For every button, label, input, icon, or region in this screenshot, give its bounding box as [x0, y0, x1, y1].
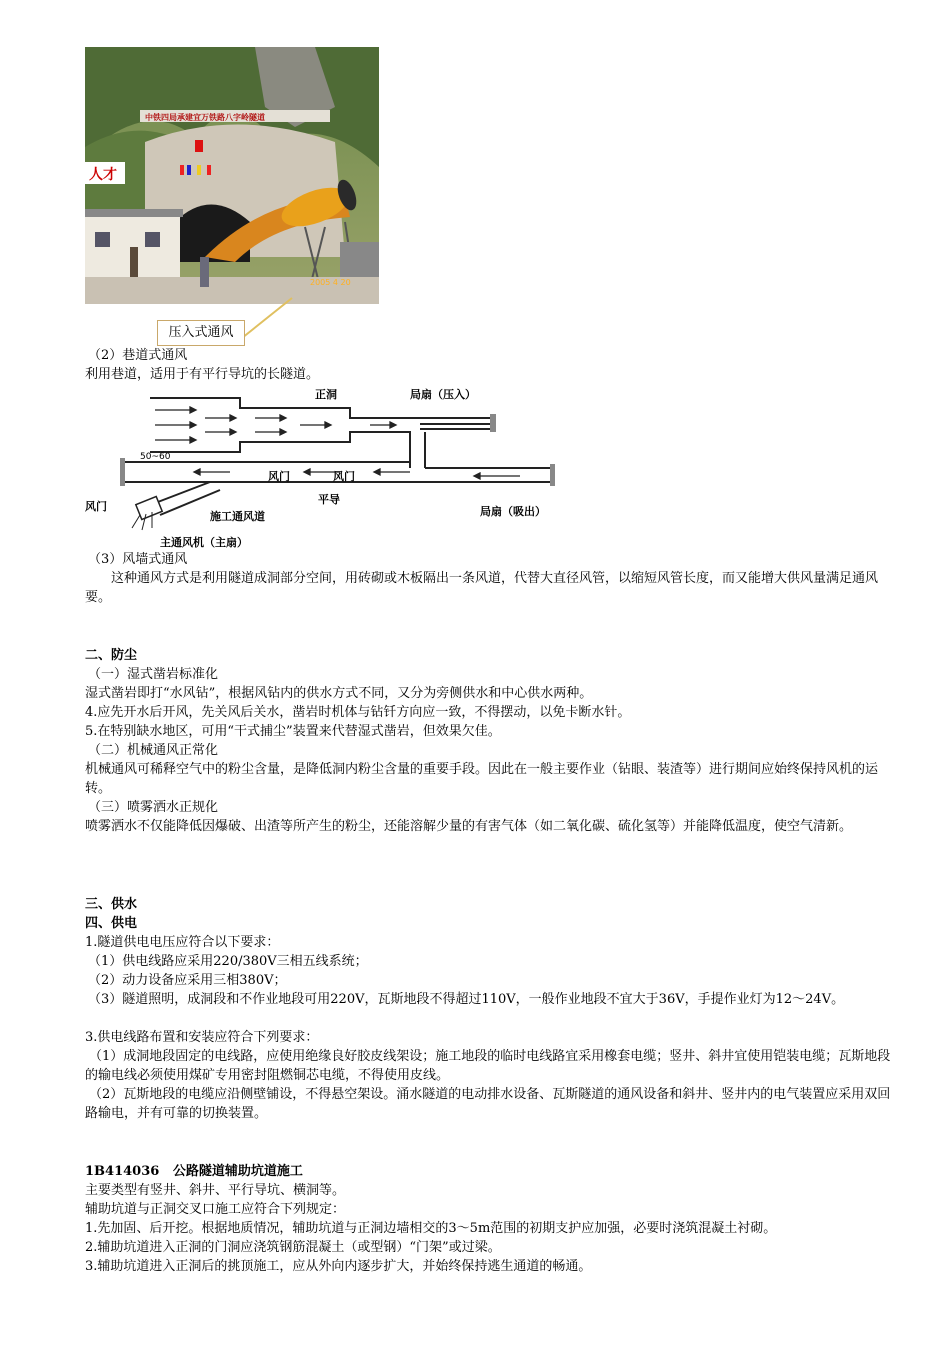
- aux-p3: 1.先加固、后开挖。根据地质情况，辅助坑道与正洞边墙相交的3～5m范围的初期支护应加强，必要时浇筑混凝土衬砌。: [85, 1221, 777, 1236]
- dust-p4: 机械通风可稀释空气中的粉尘含量，是降低洞内粉尘含量的重要手段。因此在一般主要作业（钻眼、装渣等）进行期间应始终保持风机的运转。: [85, 762, 879, 796]
- label-fan-press: 局扇（压入）: [410, 388, 476, 401]
- power-p2: （1）供电线路应采用220/380V三相五线系统；: [88, 954, 368, 969]
- wall-ventilation-heading: （3）风墙式通风: [88, 552, 188, 567]
- label-wind-door-left: 风门: [85, 500, 107, 513]
- aux-p5: 3.辅助坑道进入正洞后的挑顶施工，应从外向内逐步扩大，并始终保持逃生通道的畅通。: [85, 1259, 592, 1274]
- label-wind-door-2: 风门: [333, 470, 355, 483]
- dust-sub1: （一）湿式凿岩标准化: [88, 667, 219, 682]
- callout-pointer: [240, 296, 300, 341]
- aux-heading: [85, 1162, 303, 1181]
- power-p4: （3）隧道照明，成洞段和不作业地段可用220V，瓦斯地段不得超过110V，一般作业地段不宜大于36V，手提作业灯为12～24V。: [88, 992, 845, 1007]
- dust-p5: 喷雾洒水不仅能降低因爆破、出渣等所产生的粉尘，还能溶解少量的有害气体（如二氧化碳、硫化氢等）并能降低温度，使空气清新。: [85, 819, 853, 834]
- tunnel-ventilation-desc: 利用巷道，适用于有平行导坑的长隧道。: [85, 367, 320, 382]
- tunnel-ventilation-heading: （2）巷道式通风: [88, 348, 188, 363]
- roadway-ventilation-diagram: [80, 380, 560, 555]
- aux-p2: 辅助坑道与正洞交叉口施工应符合下列规定：: [85, 1202, 346, 1217]
- dust-p2: 4.应先开水后开风，先关风后关水，凿岩时机体与钻钎方向应一致，不得摆动，以免卡断水针。: [85, 705, 631, 720]
- label-fan-exhaust: 局扇（吸出）: [480, 505, 546, 518]
- dust-p1: 湿式凿岩即打“水风钻”，根据风钻内的供水方式不同，又分为旁侧供水和中心供水两种。: [85, 686, 593, 701]
- power-p1: 1.隧道供电电压应符合以下要求：: [85, 935, 280, 950]
- water-heading: 三、供水: [85, 897, 138, 912]
- portal-banner-text: 中铁四局承建宜万铁路八字岭隧道: [145, 113, 265, 122]
- wall-ventilation-desc: 这种通风方式是利用隧道成洞部分空间，用砖砌或木板隔出一条风道，代替大直径风管，以缩短风管长度，而又能增大供风量满足通风要。: [85, 571, 879, 605]
- aux-p4: 2.辅助坑道进入正洞的门洞应浇筑钢筋混凝土（或型钢）“门架”或过梁。: [85, 1240, 501, 1255]
- label-wind-door-1: 风门: [268, 470, 290, 483]
- label-main-tunnel: 正洞: [315, 388, 337, 401]
- dust-heading: 二、防尘: [85, 648, 138, 663]
- power-p5: 3.供电线路布置和安装应符合下列要求：: [85, 1030, 319, 1045]
- label-distance: 50~60: [140, 452, 171, 462]
- aux-heading-code: 1B414036: [85, 1164, 160, 1179]
- dust-sub2: （二）机械通风正常化: [88, 743, 219, 758]
- power-p7: （2）瓦斯地段的电缆应沿侧壁铺设，不得悬空架设。涌水隧道的电动排水设备、瓦斯隧道的通风设备和斜井、竖井内的电气装置应采用双回路输电，并有可靠的切换装置。: [85, 1087, 891, 1121]
- aux-p1: 主要类型有竖井、斜井、平行导坑、横洞等。: [85, 1183, 346, 1198]
- power-p3: （2）动力设备应采用三相380V；: [88, 973, 287, 988]
- label-construction-duct: 施工通风道: [210, 510, 265, 523]
- callout-label: 压入式通风: [157, 320, 245, 346]
- label-parallel-heading: 平导: [318, 493, 340, 506]
- date-stamp: 2005 4 20: [310, 278, 351, 287]
- sign-text: 人才: [89, 167, 117, 183]
- power-heading: 四、供电: [85, 916, 138, 931]
- dust-p3: 5.在特别缺水地区，可用“干式捕尘”装置来代替湿式凿岩，但效果欠佳。: [85, 724, 501, 739]
- dust-sub3: （三）喷雾洒水正规化: [88, 800, 219, 815]
- tunnel-portal-photo: [85, 47, 379, 304]
- label-main-fan: 主通风机（主扇）: [160, 536, 248, 549]
- power-p6: （1）成洞地段固定的电线路，应使用绝缘良好胶皮线架设；施工地段的临时电线路宜采用橡套电缆；竖井、斜井宜使用铠装电缆；瓦斯地段的输电线必须使用煤矿专用密封阻燃铜芯电缆，不得使用皮线。: [85, 1049, 891, 1083]
- aux-heading-title: 公路隧道辅助坑道施工: [172, 1164, 303, 1179]
